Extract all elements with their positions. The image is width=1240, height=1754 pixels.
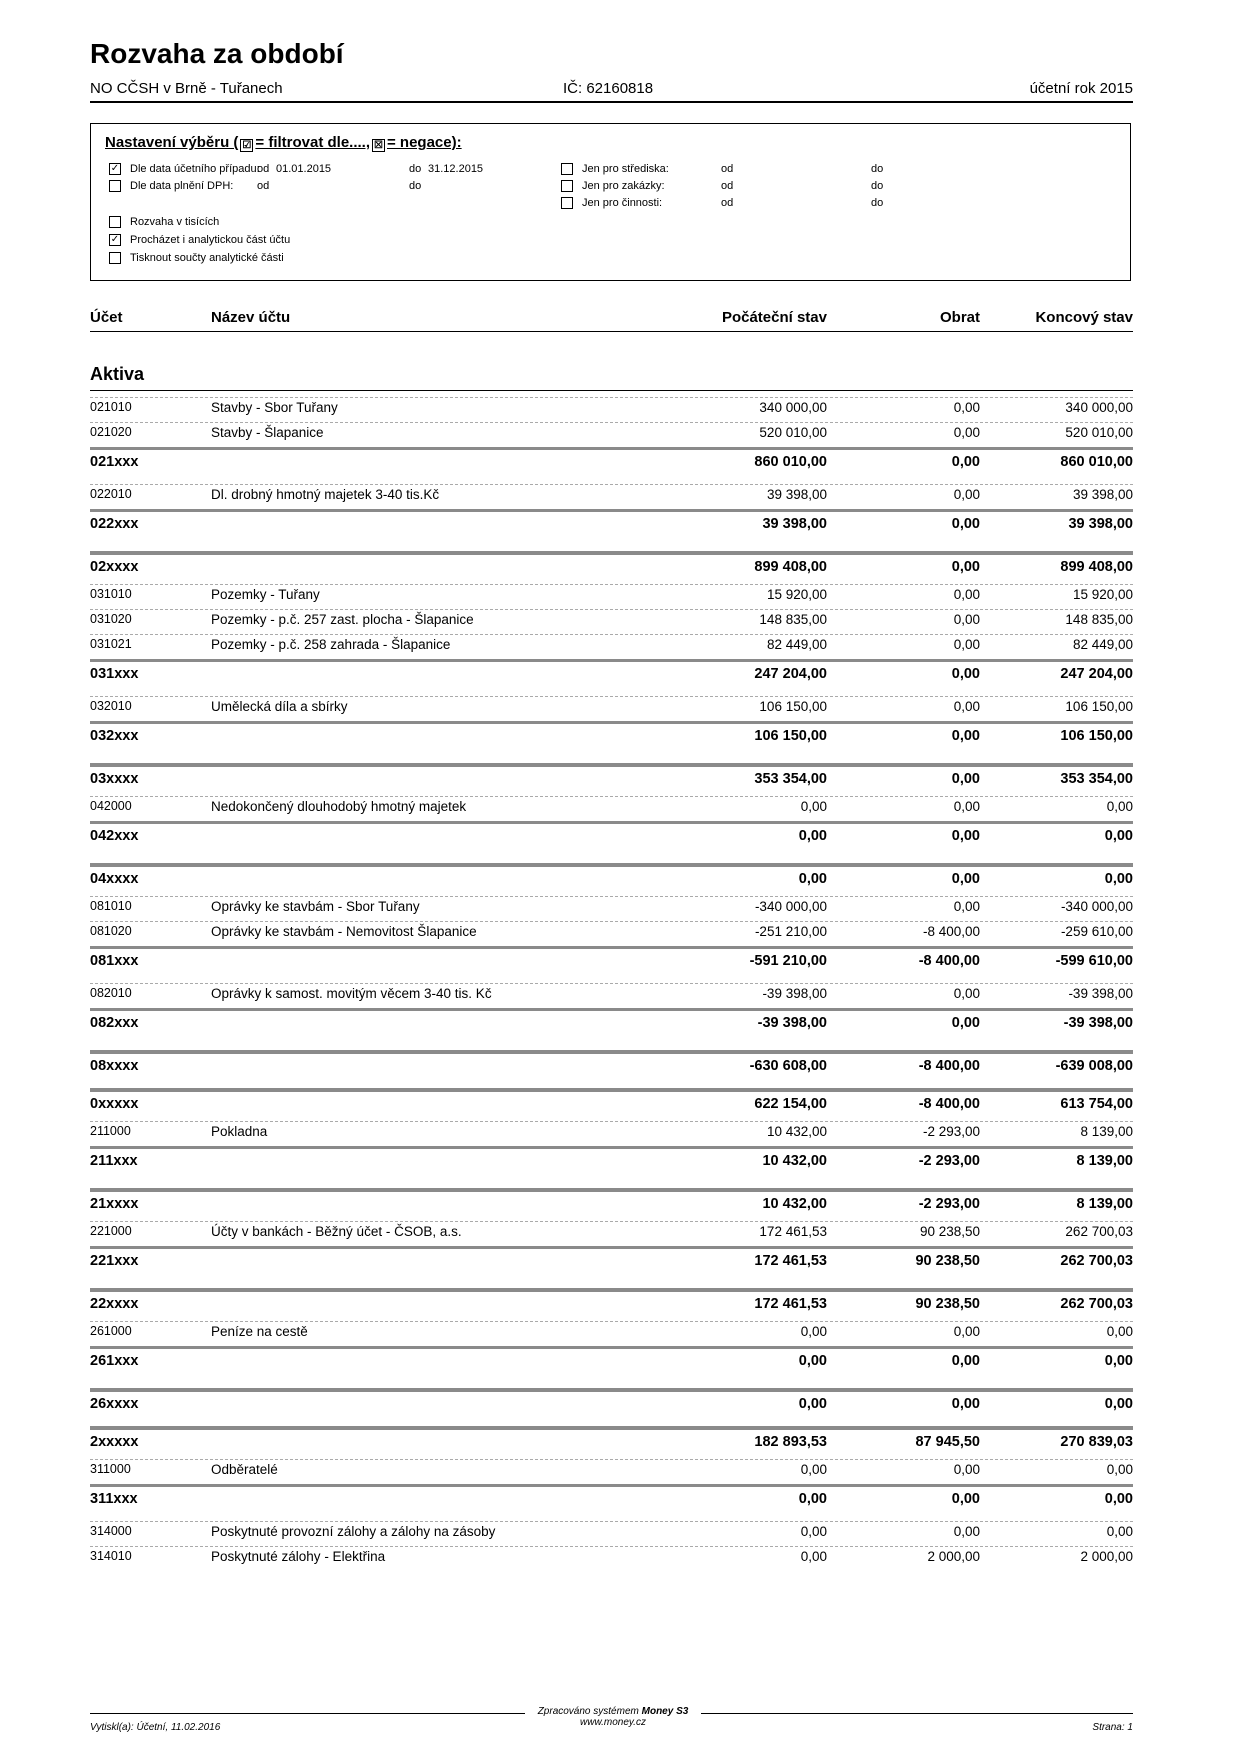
footer-printed-by: Vytiskl(a): Účetní, 11.02.2016 xyxy=(90,1722,221,1733)
activities-from-label: od xyxy=(721,197,734,209)
centers-to-label: do xyxy=(871,163,884,175)
turnover-cell: 0,00 xyxy=(951,516,980,532)
opening-cell: -340 000,00 xyxy=(754,899,827,914)
turnover-cell: -8 400,00 xyxy=(918,1096,980,1112)
filter-settings-box xyxy=(90,123,1131,281)
account-cell: 22xxxx xyxy=(90,1296,139,1312)
account-cell: 031021 xyxy=(90,637,132,651)
closing-cell: -599 610,00 xyxy=(1055,953,1133,969)
checkbox-empty-icon[interactable] xyxy=(561,197,573,209)
name-cell: Pozemky - Tuřany xyxy=(211,587,320,602)
total-row xyxy=(90,1393,1133,1417)
turnover-cell: 0,00 xyxy=(951,559,980,575)
opening-cell: 247 204,00 xyxy=(754,666,827,682)
account-cell: 031010 xyxy=(90,587,132,601)
opening-cell: 106 150,00 xyxy=(759,699,827,714)
opening-cell: -39 398,00 xyxy=(757,1015,827,1031)
total-row xyxy=(90,868,1133,892)
opening-cell: 0,00 xyxy=(800,1324,827,1339)
name-cell: Poskytnuté provozní zálohy a zálohy na zásoby xyxy=(211,1524,496,1539)
column-name: Název účtu xyxy=(211,309,291,326)
checkbox-checked-icon[interactable]: ✓ xyxy=(110,234,120,245)
fiscal-year: účetní rok 2015 xyxy=(1029,80,1133,97)
opening-cell: 0,00 xyxy=(800,1462,827,1477)
turnover-cell: 87 945,50 xyxy=(915,1434,980,1450)
checkbox-empty-icon[interactable] xyxy=(561,180,573,192)
opening-cell: 10 432,00 xyxy=(762,1196,827,1212)
closing-cell: 8 139,00 xyxy=(1076,1153,1133,1169)
turnover-cell: 0,00 xyxy=(951,771,980,787)
account-cell: 032010 xyxy=(90,699,132,713)
closing-cell: 520 010,00 xyxy=(1065,425,1133,440)
option-label: Jen pro střediska: xyxy=(582,163,669,175)
closing-cell: -639 008,00 xyxy=(1055,1058,1133,1074)
table-header-divider xyxy=(90,331,1133,332)
name-cell: Stavby - Šlapanice xyxy=(211,425,324,440)
centers-from-label: od xyxy=(721,163,734,175)
section-divider xyxy=(90,390,1133,391)
subtotal-row xyxy=(90,663,1133,687)
closing-cell: 899 408,00 xyxy=(1060,559,1133,575)
account-cell: 081010 xyxy=(90,899,132,913)
turnover-cell: 0,00 xyxy=(951,1396,980,1412)
page-footer xyxy=(90,1700,1133,1740)
opening-cell: -630 608,00 xyxy=(749,1058,827,1074)
date-to-value: 31.12.2015 xyxy=(428,163,484,175)
option-label: Dle data plnění DPH: xyxy=(130,180,234,192)
footer-rule-left xyxy=(90,1713,525,1714)
option-label: Jen pro činnosti: xyxy=(582,197,663,209)
filter-title-mid: = filtrovat dle...., xyxy=(255,134,370,151)
table-row xyxy=(90,696,1133,720)
turnover-cell: 0,00 xyxy=(953,637,980,652)
checkbox-empty-icon[interactable] xyxy=(109,252,121,264)
account-cell: 021020 xyxy=(90,425,132,439)
closing-cell: 270 839,03 xyxy=(1060,1434,1133,1450)
opening-cell: 0,00 xyxy=(798,828,827,844)
subtotal-row xyxy=(90,725,1133,749)
account-cell: 314000 xyxy=(90,1524,132,1538)
vat-from-label: od xyxy=(257,180,270,192)
closing-cell: 0,00 xyxy=(1104,828,1133,844)
name-cell: Oprávky ke stavbám - Sbor Tuřany xyxy=(211,899,420,914)
turnover-cell: 0,00 xyxy=(951,1491,980,1507)
column-account: Účet xyxy=(90,309,123,326)
turnover-cell: 0,00 xyxy=(951,871,980,887)
opening-cell: -591 210,00 xyxy=(749,953,827,969)
account-cell: 261000 xyxy=(90,1324,132,1338)
turnover-cell: 0,00 xyxy=(953,1524,980,1539)
closing-cell: 340 000,00 xyxy=(1065,400,1133,415)
subtotal-row xyxy=(90,1012,1133,1036)
account-cell: 022xxx xyxy=(90,516,139,532)
account-cell: 03xxxx xyxy=(90,771,139,787)
negated-box-icon: ☒ xyxy=(372,139,385,152)
name-cell: Pozemky - p.č. 257 zast. plocha - Šlapanice xyxy=(211,612,474,627)
name-cell: Oprávky ke stavbám - Nemovitost Šlapanice xyxy=(211,924,477,939)
closing-cell: 0,00 xyxy=(1104,871,1133,887)
opening-cell: 0,00 xyxy=(798,1491,827,1507)
opening-cell: 15 920,00 xyxy=(766,587,827,602)
subtotal-row xyxy=(90,1488,1133,1512)
account-cell: 031xxx xyxy=(90,666,139,682)
account-cell: 081020 xyxy=(90,924,132,938)
closing-cell: 148 835,00 xyxy=(1065,612,1133,627)
account-cell: 221000 xyxy=(90,1224,132,1238)
account-cell: 26xxxx xyxy=(90,1396,139,1412)
table-row xyxy=(90,983,1133,1007)
name-cell: Nedokončený dlouhodobý hmotný majetek xyxy=(211,799,467,814)
opening-cell: 172 461,53 xyxy=(754,1296,827,1312)
account-cell: 211xxx xyxy=(90,1153,138,1169)
account-cell: 021xxx xyxy=(90,454,139,470)
account-cell: 031020 xyxy=(90,612,132,626)
name-cell: Účty v bankách - Běžný účet - ČSOB, a.s. xyxy=(211,1224,462,1239)
name-cell: Peníze na cestě xyxy=(211,1324,308,1339)
organization-name: NO CČSH v Brně - Tuřanech xyxy=(90,80,283,97)
turnover-cell: 0,00 xyxy=(953,612,980,627)
name-cell: Oprávky k samost. movitým věcem 3-40 tis. Kč xyxy=(211,986,492,1001)
closing-cell: 15 920,00 xyxy=(1072,587,1133,602)
closing-cell: 106 150,00 xyxy=(1060,728,1133,744)
column-opening: Počáteční stav xyxy=(721,309,827,326)
turnover-cell: 0,00 xyxy=(953,699,980,714)
opening-cell: 0,00 xyxy=(798,1353,827,1369)
table-row xyxy=(90,921,1133,945)
opening-cell: 0,00 xyxy=(800,1549,827,1564)
checkbox-checked-icon[interactable]: ✓ xyxy=(110,163,120,174)
turnover-cell: -8 400,00 xyxy=(922,924,980,939)
table-row xyxy=(90,1221,1133,1245)
footer-page-number: Strana: 1 xyxy=(1092,1722,1133,1733)
subtotal-row xyxy=(90,950,1133,974)
name-cell: Pozemky - p.č. 258 zahrada - Šlapanice xyxy=(211,637,451,652)
closing-cell: -340 000,00 xyxy=(1060,899,1133,914)
name-cell: Odběratelé xyxy=(211,1462,278,1477)
option-label: Tisknout součty analytické části xyxy=(130,252,284,264)
table-header xyxy=(90,309,1133,333)
report-page xyxy=(90,0,1133,1754)
turnover-cell: 90 238,50 xyxy=(915,1296,980,1312)
name-cell: Poskytnuté zálohy - Elektřina xyxy=(211,1549,386,1564)
vat-to-label: do xyxy=(409,180,422,192)
turnover-cell: 0,00 xyxy=(953,986,980,1001)
account-cell: 2xxxxx xyxy=(90,1434,139,1450)
table-row xyxy=(90,1459,1133,1483)
filter-title-suffix: = negace): xyxy=(387,134,462,151)
closing-cell: 860 010,00 xyxy=(1060,454,1133,470)
footer-processed-label: Zpracováno systémem xyxy=(537,1706,639,1717)
turnover-cell: 0,00 xyxy=(953,899,980,914)
turnover-cell: 2 000,00 xyxy=(927,1549,980,1564)
closing-cell: 0,00 xyxy=(1104,1396,1133,1412)
name-cell: Umělecká díla a sbírky xyxy=(211,699,348,714)
subtotal-row xyxy=(90,513,1133,537)
opening-cell: 0,00 xyxy=(798,871,827,887)
total-row xyxy=(90,1055,1133,1079)
opening-cell: 148 835,00 xyxy=(759,612,827,627)
orders-to-label: do xyxy=(871,180,884,192)
account-cell: 02xxxx xyxy=(90,559,139,575)
footer-system xyxy=(525,1706,701,1728)
turnover-cell: 0,00 xyxy=(953,1462,980,1477)
footer-website: www.money.cz xyxy=(580,1717,646,1728)
subtotal-row xyxy=(90,1150,1133,1174)
closing-cell: 262 700,03 xyxy=(1065,1224,1133,1239)
activities-to-label: do xyxy=(871,197,884,209)
opening-cell: -251 210,00 xyxy=(754,924,827,939)
section-title: Aktiva xyxy=(90,364,145,384)
turnover-cell: -8 400,00 xyxy=(918,1058,980,1074)
turnover-cell: 0,00 xyxy=(953,587,980,602)
table-row xyxy=(90,1321,1133,1345)
table-row xyxy=(90,584,1133,608)
turnover-cell: 0,00 xyxy=(953,425,980,440)
table-row xyxy=(90,1521,1133,1545)
account-cell: 311000 xyxy=(90,1462,131,1476)
total-row xyxy=(90,556,1133,580)
name-cell: Dl. drobný hmotný majetek 3-40 tis.Kč xyxy=(211,487,440,502)
opening-cell: 106 150,00 xyxy=(754,728,827,744)
filter-title-prefix: Nastavení výběru ( xyxy=(105,134,239,151)
opening-cell: 340 000,00 xyxy=(759,400,827,415)
turnover-cell: -2 293,00 xyxy=(922,1124,980,1139)
closing-cell: 0,00 xyxy=(1106,1524,1133,1539)
table-row xyxy=(90,1121,1133,1145)
closing-cell: 262 700,03 xyxy=(1060,1253,1133,1269)
account-cell: 221xxx xyxy=(90,1253,139,1269)
account-cell: 04xxxx xyxy=(90,871,139,887)
opening-cell: 39 398,00 xyxy=(762,516,827,532)
opening-cell: 172 461,53 xyxy=(754,1253,827,1269)
turnover-cell: 0,00 xyxy=(953,400,980,415)
account-cell: 311xxx xyxy=(90,1491,138,1507)
checkbox-empty-icon[interactable] xyxy=(109,216,121,228)
report-title: Rozvaha za období xyxy=(90,38,344,69)
closing-cell: 39 398,00 xyxy=(1072,487,1133,502)
closing-cell: -259 610,00 xyxy=(1060,924,1133,939)
opening-cell: 520 010,00 xyxy=(759,425,827,440)
closing-cell: -39 398,00 xyxy=(1068,986,1133,1001)
closing-cell: 82 449,00 xyxy=(1072,637,1133,652)
table-row xyxy=(90,397,1133,421)
table-row xyxy=(90,796,1133,820)
account-cell: 032xxx xyxy=(90,728,139,744)
subtotal-row xyxy=(90,825,1133,849)
turnover-cell: 0,00 xyxy=(951,728,980,744)
account-cell: 081xxx xyxy=(90,953,139,969)
column-closing: Koncový stav xyxy=(1035,309,1133,326)
closing-cell: 0,00 xyxy=(1106,1324,1133,1339)
account-cell: 021010 xyxy=(90,400,132,414)
table-row xyxy=(90,1546,1133,1570)
name-cell: Pokladna xyxy=(211,1124,268,1139)
opening-cell: 10 432,00 xyxy=(762,1153,827,1169)
opening-cell: 860 010,00 xyxy=(754,454,827,470)
account-cell: 022010 xyxy=(90,487,132,501)
closing-cell: 0,00 xyxy=(1104,1353,1133,1369)
table-row xyxy=(90,484,1133,508)
option-label: Procházet i analytickou část účtu xyxy=(130,234,291,246)
company-id: IČ: 62160818 xyxy=(563,80,654,97)
opening-cell: 622 154,00 xyxy=(754,1096,827,1112)
opening-cell: 0,00 xyxy=(800,1524,827,1539)
account-cell: 042xxx xyxy=(90,828,139,844)
account-cell: 21xxxx xyxy=(90,1196,139,1212)
closing-cell: 8 139,00 xyxy=(1076,1196,1133,1212)
turnover-cell: -2 293,00 xyxy=(918,1153,980,1169)
total-row xyxy=(90,1093,1133,1117)
turnover-cell: 0,00 xyxy=(953,1324,980,1339)
report-subheader xyxy=(90,80,1133,100)
turnover-cell: -8 400,00 xyxy=(918,953,980,969)
account-cell: 314010 xyxy=(90,1549,132,1563)
closing-cell: 106 150,00 xyxy=(1065,699,1133,714)
date-from-label: od xyxy=(257,163,270,175)
name-cell: Stavby - Sbor Tuřany xyxy=(211,400,338,415)
table-row xyxy=(90,422,1133,446)
total-row xyxy=(90,1293,1133,1317)
opening-cell: 182 893,53 xyxy=(754,1434,827,1450)
checkbox-empty-icon[interactable] xyxy=(561,163,573,175)
subtotal-row xyxy=(90,451,1133,475)
closing-cell: 0,00 xyxy=(1106,799,1133,814)
opening-cell: -39 398,00 xyxy=(762,986,827,1001)
closing-cell: 262 700,03 xyxy=(1060,1296,1133,1312)
turnover-cell: -2 293,00 xyxy=(918,1196,980,1212)
account-cell: 211000 xyxy=(90,1124,131,1138)
turnover-cell: 0,00 xyxy=(951,1353,980,1369)
turnover-cell: 0,00 xyxy=(953,487,980,502)
option-label: Jen pro zakázky: xyxy=(582,180,665,192)
filter-title xyxy=(105,134,462,152)
column-turnover: Obrat xyxy=(939,309,980,326)
subtotal-row xyxy=(90,1350,1133,1374)
total-row xyxy=(90,1193,1133,1217)
closing-cell: 247 204,00 xyxy=(1060,666,1133,682)
footer-system-name: Money S3 xyxy=(641,1706,689,1717)
table-row xyxy=(90,634,1133,658)
option-label: Dle data účetního případu: xyxy=(130,163,260,175)
turnover-cell: 0,00 xyxy=(953,799,980,814)
closing-cell: -39 398,00 xyxy=(1063,1015,1133,1031)
option-label: Rozvaha v tisících xyxy=(130,216,220,228)
total-row xyxy=(90,1431,1133,1455)
opening-cell: 353 354,00 xyxy=(754,771,827,787)
closing-cell: 0,00 xyxy=(1106,1462,1133,1477)
turnover-cell: 90 238,50 xyxy=(919,1224,980,1239)
opening-cell: 82 449,00 xyxy=(766,637,827,652)
opening-cell: 10 432,00 xyxy=(766,1124,827,1139)
account-cell: 082xxx xyxy=(90,1015,139,1031)
orders-from-label: od xyxy=(721,180,734,192)
closing-cell: 353 354,00 xyxy=(1060,771,1133,787)
closing-cell: 613 754,00 xyxy=(1060,1096,1133,1112)
closing-cell: 0,00 xyxy=(1104,1491,1133,1507)
opening-cell: 0,00 xyxy=(800,799,827,814)
account-cell: 08xxxx xyxy=(90,1058,139,1074)
account-cell: 042000 xyxy=(90,799,132,813)
table-row xyxy=(90,896,1133,920)
turnover-cell: 0,00 xyxy=(951,454,980,470)
account-cell: 261xxx xyxy=(90,1353,139,1369)
closing-cell: 39 398,00 xyxy=(1068,516,1133,532)
header-divider xyxy=(90,101,1133,103)
turnover-cell: 90 238,50 xyxy=(915,1253,980,1269)
total-row xyxy=(90,768,1133,792)
opening-cell: 172 461,53 xyxy=(759,1224,827,1239)
checked-box-icon: ☑ xyxy=(240,139,253,152)
table-row xyxy=(90,609,1133,633)
footer-rule-right xyxy=(701,1713,1133,1714)
turnover-cell: 0,00 xyxy=(951,666,980,682)
opening-cell: 0,00 xyxy=(798,1396,827,1412)
opening-cell: 39 398,00 xyxy=(766,487,827,502)
turnover-cell: 0,00 xyxy=(951,1015,980,1031)
subtotal-row xyxy=(90,1250,1133,1274)
date-to-label: do xyxy=(409,163,422,175)
account-cell: 0xxxxx xyxy=(90,1096,139,1112)
date-from-value: 01.01.2015 xyxy=(276,163,332,175)
closing-cell: 8 139,00 xyxy=(1080,1124,1133,1139)
account-cell: 082010 xyxy=(90,986,132,1000)
checkbox-empty-icon[interactable] xyxy=(109,180,121,192)
opening-cell: 899 408,00 xyxy=(754,559,827,575)
closing-cell: 2 000,00 xyxy=(1080,1549,1133,1564)
turnover-cell: 0,00 xyxy=(951,828,980,844)
